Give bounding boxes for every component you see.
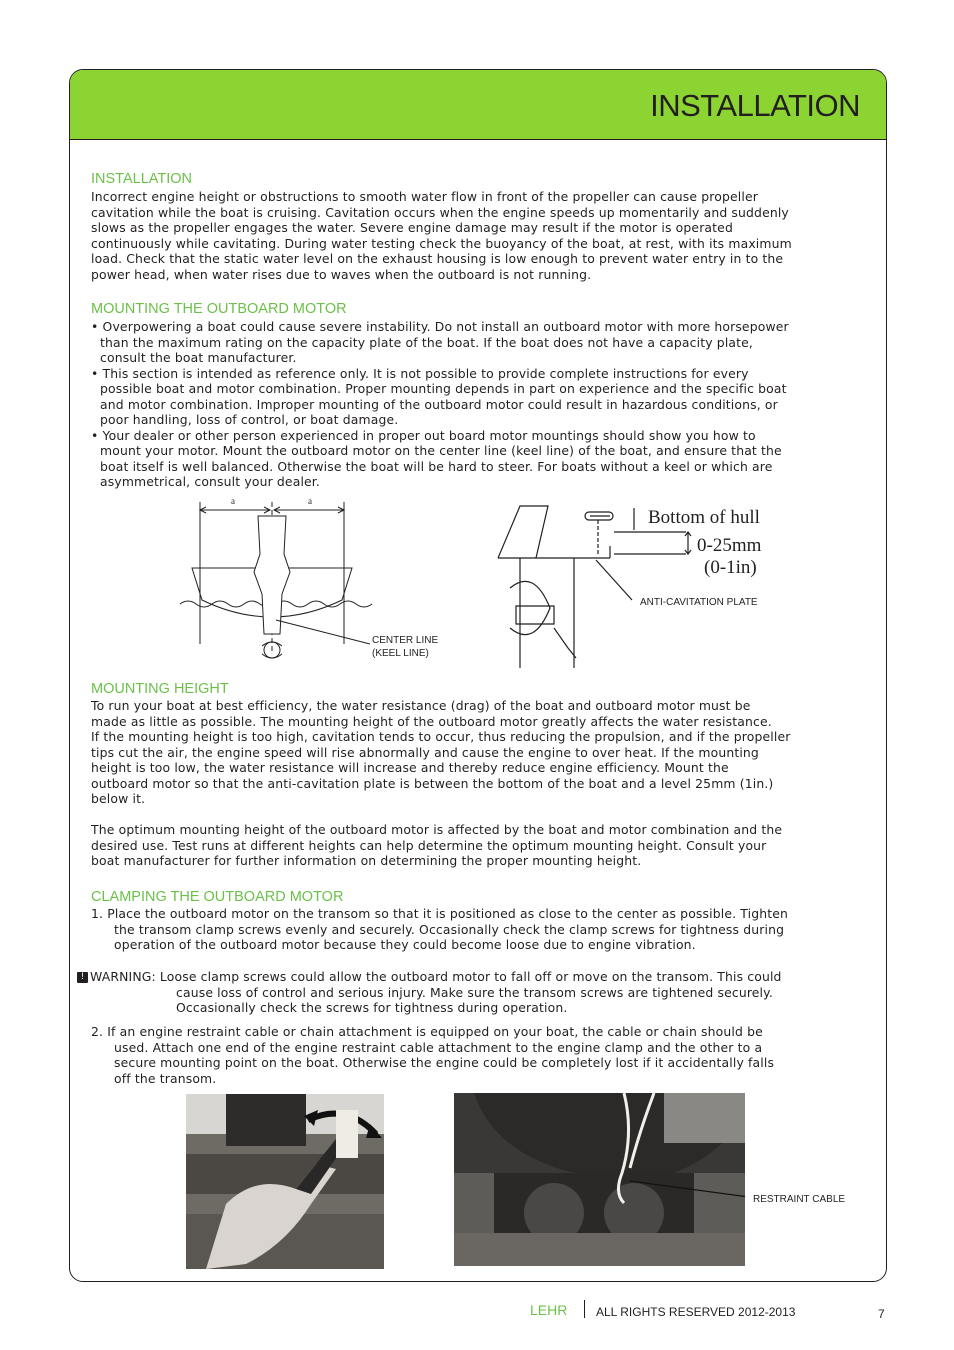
text-line: • Your dealer or other person experienced in proper out board motor mountings should show you how to	[91, 427, 756, 443]
page-title: INSTALLATION	[650, 88, 860, 123]
restraint-photo-image	[454, 1093, 745, 1266]
restraint-cable-label: RESTRAINT CABLE	[753, 1194, 846, 1205]
center-line-label	[372, 634, 438, 660]
restraint-photo	[454, 1093, 745, 1266]
text-line: made as little as possible. The mounting height of the outboard motor greatly affects the water resistance.	[91, 713, 772, 729]
center-line-label-1: CENTER LINE	[372, 635, 439, 646]
text-line: secure mounting point on the boat. Otherwise the engine could be completely lost if it accidentally falls	[114, 1055, 775, 1070]
warning-text: WARNING: Loose clamp screws could allow the outboard motor to fall off or move on the transom. This could	[90, 969, 782, 984]
text-line: desired use. Test runs at different heights can help determine the optimum mounting height. Consult your	[91, 837, 767, 853]
clamping-step-2	[91, 1024, 881, 1086]
text-line: possible boat and motor combination. Proper mounting depends in part on experience and the specific boat	[100, 381, 787, 396]
title-banner	[70, 70, 886, 140]
dim-a-right: a	[308, 496, 312, 506]
clamp-photo-image	[186, 1094, 384, 1269]
text-line: used. Attach one end of the engine restraint cable attachment to the engine clamp and the other to a	[114, 1039, 763, 1055]
text-line: continuously while cavitating. During water testing check the buoyancy of the boat, at rest, with its maximum	[91, 235, 792, 251]
text-line: If the mounting height is too high, cavitation tends to occur, thus reducing the propulsion, and if the propeller	[91, 729, 791, 744]
text-line	[77, 969, 867, 985]
bottom-of-hull-label: Bottom of hull	[648, 507, 760, 528]
clamping-step-1	[91, 906, 881, 953]
text-line: To run your boat at best efficiency, the water resistance (drag) of the boat and outboard motor must be	[91, 698, 751, 713]
height-paragraph	[91, 698, 881, 869]
text-line: Incorrect engine height or obstructions to smooth water flow in front of the propeller can cause propeller	[91, 189, 758, 204]
footer-brand: LEHR	[530, 1302, 568, 1318]
mounting-bullets	[91, 319, 881, 490]
text-line: below it.	[91, 791, 146, 806]
range-in-label: (0-1in)	[704, 557, 757, 578]
text-line: cavitation while the boat is cruising. Cavitation occurs when the engine speeds up momentarily and suddenly	[91, 204, 789, 220]
text-line: • This section is intended as reference only. It is not possible to provide complete instructions for every	[91, 365, 749, 381]
footer-separator	[584, 1300, 585, 1318]
dim-a-left: a	[231, 496, 235, 506]
text-line: boat manufacturer for further information on determining the proper mounting height.	[91, 853, 642, 868]
range-mm-label: 0-25mm	[697, 535, 762, 556]
height-heading: MOUNTING HEIGHT	[91, 681, 229, 697]
text-line: mount your motor. Mount the outboard motor on the center line (keel line) of the boat, and ensure that the	[100, 443, 782, 458]
clamping-heading: CLAMPING THE OUTBOARD MOTOR	[91, 889, 344, 905]
page-number: 7	[878, 1307, 885, 1321]
text-line: boat itself is well balanced. Otherwise the boat will be hard to steer. For boats without a keel or which are	[100, 458, 773, 474]
anti-cavitation-diagram	[490, 498, 800, 678]
text-line: consult the boat manufacturer.	[100, 350, 297, 365]
clamp-photo	[186, 1094, 384, 1269]
warning-block	[77, 969, 867, 1016]
text-line: and motor combination. Improper mounting of the outboard motor could result in hazardous conditions, or	[100, 396, 778, 412]
text-line: The optimum mounting height of the outboard motor is affected by the boat and motor combination and the	[91, 822, 783, 837]
text-line: slows as the propeller engages the water. Severe engine damage may result if the motor is operated	[91, 220, 733, 235]
center-line-diagram	[176, 494, 376, 674]
warning-icon: !	[77, 972, 88, 983]
installation-heading: INSTALLATION	[91, 171, 192, 187]
anti-cavitation-label: ANTI-CAVITATION PLATE	[640, 597, 758, 608]
text-line: off the transom.	[114, 1070, 217, 1086]
text-line: power head, when water rises due to waves when the outboard is not running.	[91, 266, 592, 282]
text-line: Occasionally check the screws for tightness during operation.	[176, 1000, 568, 1015]
mounting-heading: MOUNTING THE OUTBOARD MOTOR	[91, 301, 347, 317]
text-line: 2. If an engine restraint cable or chain attachment is equipped on your boat, the cable or chain should be	[91, 1024, 763, 1039]
text-line: the transom clamp screws evenly and securely. Occasionally check the clamp screws for tightness during	[114, 921, 785, 937]
text-line: load. Check that the static water level on the exhaust housing is low enough to prevent water entry in to the	[91, 251, 784, 266]
text-line: tips cut the air, the engine speed will rise abnormally and cause the engine to over heat. If the mounting	[91, 744, 759, 760]
text-line: operation of the outboard motor because they could become loose due to engine vibration.	[114, 937, 696, 952]
footer-rights: ALL RIGHTS RESERVED 2012-2013	[596, 1305, 796, 1319]
text-line: outboard motor so that the anti-cavitation plate is between the bottom of the boat and a level 25mm (1in.)	[91, 775, 774, 791]
text-line: cause loss of control and serious injury. Make sure the transom screws are tightened securely.	[176, 984, 773, 1000]
text-line: • Overpowering a boat could cause severe instability. Do not install an outboard motor with more horsepower	[91, 319, 789, 334]
text-line: 1. Place the outboard motor on the transom so that it is positioned as close to the center as possible. Tighten	[91, 906, 789, 921]
installation-paragraph	[91, 189, 881, 282]
center-line-label-2: (KEEL LINE)	[372, 648, 429, 659]
text-line: asymmetrical, consult your dealer.	[100, 474, 320, 489]
text-line: poor handling, loss of control, or boat damage.	[100, 412, 399, 427]
text-line: than the maximum rating on the capacity plate of the boat. If the boat does not have a capacity plate,	[100, 334, 754, 350]
text-line: height is too low, the water resistance will increase and thereby reduce engine efficiency. Mount the	[91, 760, 729, 775]
text-line	[91, 807, 881, 823]
